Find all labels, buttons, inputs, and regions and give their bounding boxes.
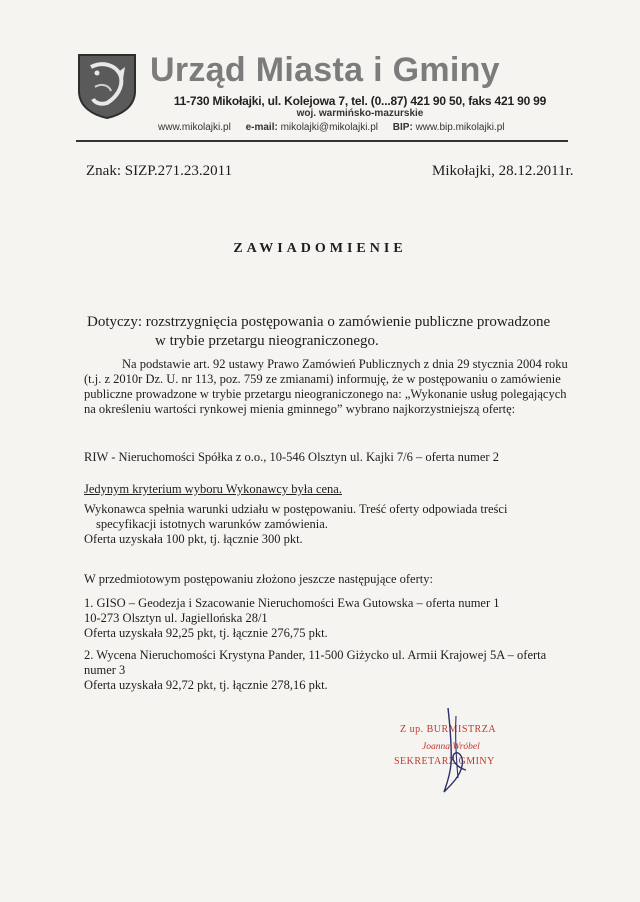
handwritten-signature — [438, 706, 472, 796]
subject-line-1: Dotyczy: rozstrzygnięcia postępowania o zamówienie publiczne prowadzone — [87, 314, 551, 330]
email-link[interactable]: mikolajki@mikolajki.pl — [280, 122, 378, 133]
office-address: 11-730 Mikołajki, ul. Kolejowa 7, tel. (0...87) 421 90 50, faks 421 90 99 — [173, 94, 547, 108]
place-and-date: Mikołajki, 28.12.2011r. — [432, 163, 574, 179]
other-offer-2 — [84, 648, 576, 693]
bip-link[interactable]: www.bip.mikolajki.pl — [415, 122, 505, 133]
compliance-paragraph — [84, 502, 576, 547]
offer-1-line-3: Oferta uzyskała 92,25 pkt, tj. łącznie 276,75 pkt. — [84, 626, 328, 640]
offer-1-line-2: 10-273 Olsztyn ul. Jagiellońska 28/1 — [84, 611, 268, 625]
office-region: woj. warmińsko-mazurskie — [296, 108, 424, 119]
municipal-coat-of-arms-fish-icon — [77, 53, 137, 119]
other-offer-1 — [84, 596, 576, 641]
other-offers-intro: W przedmiotowym postępowaniu złożono jeszcze następujące oferty: — [84, 572, 433, 586]
winning-offer: RIW - Nieruchomości Spółka z o.o., 10-546 Olsztyn ul. Kajki 7/6 – oferta numer 2 — [84, 450, 499, 464]
office-contacts — [158, 122, 568, 134]
stamp-line-3: SEKRETARZ GMINY — [394, 756, 495, 767]
subject — [87, 313, 577, 351]
website-link[interactable]: www.mikolajki.pl — [158, 122, 231, 133]
document-title: ZAWIADOMIENIE — [233, 241, 407, 256]
intro-paragraph: Na podstawie art. 92 ustawy Prawo Zamówień Publicznych z dnia 29 stycznia 2004 roku (t.j. z 2010r Dz. U. nr 113, poz. 759 ze zmianami) informuję, że w postępowaniu o zamówienie publiczne prowadzone w trybie przetargu nieograniczonego na: „Wykonanie usług polegających na określeniu wartości rynkowej mienia gminnego” wybrano najkorzystniejszą ofertę: — [84, 357, 568, 416]
selection-criterion: Jedynym kryterium wyboru Wykonawcy była cena. — [84, 482, 342, 496]
stamp-line-2: Joanna Wróbel — [422, 742, 480, 752]
document-reference: Znak: SIZP.271.23.2011 — [86, 163, 233, 179]
office-name: Urząd Miasta i Gminy — [150, 51, 500, 89]
letterhead-divider — [76, 140, 568, 142]
compliance-line-1: Wykonawca spełnia warunki udziału w postępowaniu. Treść oferty odpowiada treści — [84, 502, 508, 516]
email-label: e-mail: — [245, 122, 278, 133]
offer-1-line-1: 1. GISO – Geodezja i Szacowanie Nieruchomości Ewa Gutowska – oferta numer 1 — [84, 596, 500, 610]
bip-label: BIP: — [392, 122, 413, 133]
compliance-line-2: specyfikacji istotnych warunków zamówienia. — [96, 517, 328, 531]
subject-line-2: w trybie przetargu nieograniczonego. — [155, 333, 379, 349]
offer-2-line-2: Oferta uzyskała 92,72 pkt, tj. łącznie 278,16 pkt. — [84, 678, 328, 692]
compliance-line-3: Oferta uzyskała 100 pkt, tj. łącznie 300 pkt. — [84, 532, 303, 546]
offer-2-line-1: 2. Wycena Nieruchomości Krystyna Pander, 11-500 Giżycko ul. Armii Krajowej 5A – oferta numer 3 — [84, 648, 547, 677]
stamp-line-1: Z up. BURMISTRZA — [400, 724, 497, 735]
